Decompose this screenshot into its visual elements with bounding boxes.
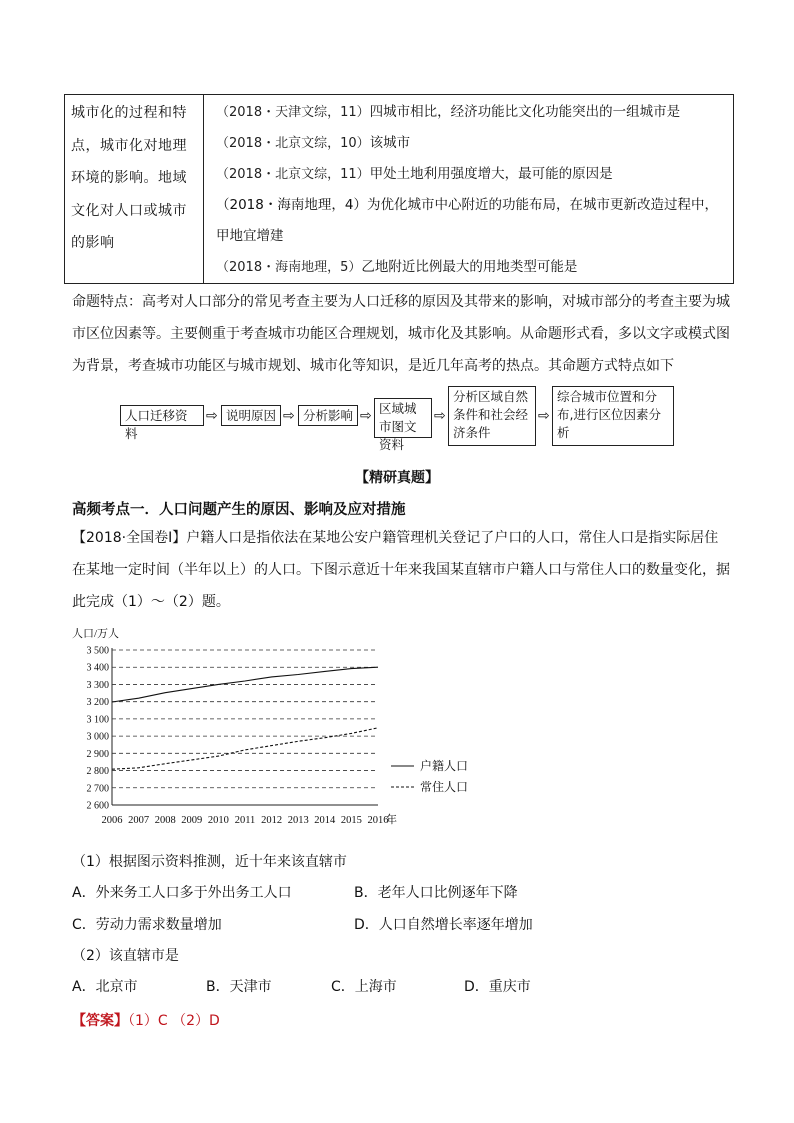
question-1-stem: （1）根据图示资料推测，近十年来该直辖市 <box>72 854 347 870</box>
option-1D: D．人口自然增长率逐年增加 <box>354 917 533 933</box>
question-line: （2018・海南地理，4）为优化城市中心附近的功能布局，在城市更新改造过程中，甲地宜增建 <box>216 197 718 244</box>
y-tick-label: 2 900 <box>86 748 109 760</box>
x-tick-label: 2015 <box>340 815 362 826</box>
y-tick-label: 2 600 <box>86 800 109 812</box>
section-heading: 高频考点一．人口问题产生的原因、影响及应对措施 <box>72 502 406 518</box>
x-axis-label: 年 <box>386 814 397 826</box>
question-line: （2018・天津文综，11）四城市相比，经济功能比文化功能突出的一组城市是 <box>216 104 681 120</box>
flow-box: 说明原因 <box>221 405 281 426</box>
answer-label: 【答案】 <box>72 1013 128 1029</box>
topic-table <box>64 94 734 284</box>
feature-paragraph: 命题特点：高考对人口部分的常见考查主要为人口迁移的原因及其带来的影响，对城市部分的考查主要为城市区位因素等。主要侧重于考查城市功能区合理规划，城市化及其影响。从命题形式看，多以文字或模式图为背景，考查城市功能区与城市规划、城市化等知识，是近几年高考的热点。其命题方式特点如下 <box>72 294 730 374</box>
x-tick-label: 2013 <box>287 815 309 826</box>
y-tick-label: 3 100 <box>86 714 109 726</box>
questions-cell <box>204 95 733 283</box>
arrow-right-icon: ⇨ <box>206 408 218 424</box>
arrow-right-icon: ⇨ <box>360 408 372 424</box>
y-tick-label: 3 400 <box>86 662 109 674</box>
x-tick-label: 2006 <box>101 815 123 826</box>
flow-box: 人口迁移资料 <box>120 405 204 426</box>
arrow-right-icon: ⇨ <box>538 408 550 424</box>
topic-cell: 城市化的过程和特点，城市化对地理环境的影响。地域文化对人口或城市的影响 <box>65 95 204 283</box>
question-2-stem: （2）该直辖市是 <box>72 948 179 964</box>
x-tick-label: 2016 <box>367 815 389 826</box>
y-tick-label: 3 300 <box>86 679 109 691</box>
y-tick-label: 2 800 <box>86 766 109 778</box>
option-1B: B．老年人口比例逐年下降 <box>354 885 518 901</box>
flow-box: 区域城市图文资料 <box>374 398 432 438</box>
x-tick-label: 2012 <box>261 815 283 826</box>
x-tick-label: 2014 <box>314 815 336 826</box>
question-line: （2018・北京文综，11）甲处土地利用强度增大，最可能的原因是 <box>216 166 613 182</box>
option-2A: A．北京市 <box>72 979 138 995</box>
question-line: （2018・海南地理，5）乙地附近比例最大的用地类型可能是 <box>216 259 578 275</box>
option-1C: C．劳动力需求数量增加 <box>72 917 222 933</box>
legend-label: 常住人口 <box>420 780 469 794</box>
flow-diagram <box>120 386 680 450</box>
source-tag: 【2018·全国卷Ⅰ】 <box>72 530 187 546</box>
x-tick-label: 2007 <box>128 815 150 826</box>
option-2D: D．重庆市 <box>464 979 531 995</box>
population-line-chart <box>72 625 472 840</box>
y-axis-label: 人口/万人 <box>72 628 120 640</box>
y-tick-label: 3 000 <box>86 731 109 743</box>
question-line: （2018・北京文综，10）该城市 <box>216 135 411 151</box>
x-tick-label: 2010 <box>207 815 229 826</box>
flow-box: 综合城市位置和分布,进行区位因素分析 <box>552 386 674 446</box>
flow-box: 分析影响 <box>298 405 358 426</box>
answer-value: （1）C （2）D <box>128 1013 220 1029</box>
legend-label: 户籍人口 <box>420 759 469 773</box>
x-tick-label: 2008 <box>154 815 176 826</box>
flow-box: 分析区域自然条件和社会经济条件 <box>448 386 536 446</box>
arrow-right-icon: ⇨ <box>283 408 295 424</box>
section-title: 【精研真题】 <box>355 470 439 486</box>
option-2C: C．上海市 <box>331 979 397 995</box>
series-line <box>112 728 378 769</box>
y-tick-label: 3 500 <box>86 645 109 657</box>
x-tick-label: 2009 <box>181 815 203 826</box>
option-2B: B．天津市 <box>206 979 272 995</box>
answer-line <box>72 1010 220 1030</box>
x-tick-label: 2011 <box>234 815 256 826</box>
arrow-right-icon: ⇨ <box>434 408 446 424</box>
y-tick-label: 3 200 <box>86 697 109 709</box>
option-1A: A．外来务工人口多于外出务工人口 <box>72 885 292 901</box>
y-tick-label: 2 700 <box>86 783 109 795</box>
intro-paragraph: 【2018·全国卷Ⅰ】户籍人口是指依法在某地公安户籍管理机关登记了户口的人口，常住人口是指实际居住在某地一定时间（半年以上）的人口。下图示意近十年来我国某直辖市户籍人口与常住人口的数量变化，据此完成（1）～（2）题。 <box>72 530 730 610</box>
